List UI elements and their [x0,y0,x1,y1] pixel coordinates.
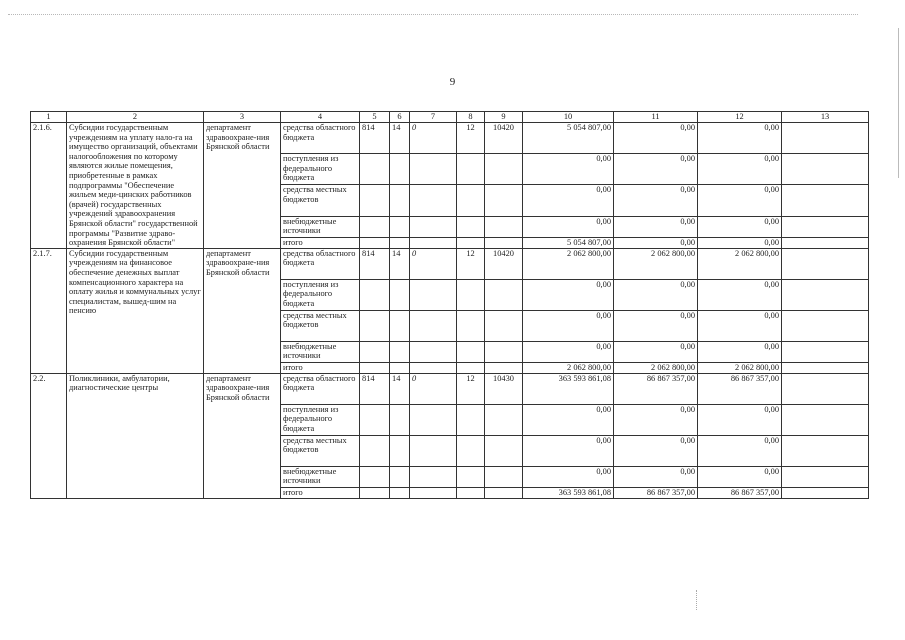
cell-col5: 814 [360,248,390,279]
header-cell: 11 [614,112,698,123]
cell-empty [390,362,410,373]
cell-empty [457,487,485,498]
amount-col12: 0,00 [698,466,782,487]
cell-empty [485,216,523,237]
amount-col10: 0,00 [523,466,614,487]
cell-empty [390,279,410,310]
header-cell: 13 [782,112,869,123]
cell-empty [485,154,523,185]
header-cell: 1 [31,112,67,123]
funding-source: поступления из федерального бюджета [281,404,360,435]
amount-col12: 0,00 [698,185,782,216]
table-row [31,373,869,404]
cell-empty [485,341,523,362]
cell-empty [485,279,523,310]
cell-col13 [782,154,869,185]
amount-col12: 0,00 [698,216,782,237]
cell-col13 [782,123,869,154]
cell-col6: 14 [390,373,410,404]
cell-col8: 12 [457,248,485,279]
cell-empty [457,310,485,341]
cell-empty [360,404,390,435]
row-name: Субсидии государственным учреждениям на уплату нало-га на имущество организаций, объектами налогообложения по которому являются жилые помещения, приобретенные в рамках подпрограммы "Обеспечение жильем меди-цинских работников (врачей) государственных учреждений здравоохранения Брянской области" государственной программы "Развитие здраво-охранения Брянской области" [67,123,204,249]
funding-source: поступления из федерального бюджета [281,154,360,185]
cell-col6: 14 [390,248,410,279]
amount-col11: 0,00 [614,123,698,154]
header-cell: 10 [523,112,614,123]
row-name: Субсидии государственным учреждениям на финансовое обеспечение денежных выплат компенсационного характера на оплату жилья и коммунальных услуг специалистам, вышед-шим на пенсию [67,248,204,373]
cell-empty [457,341,485,362]
amount-col11: 2 062 800,00 [614,362,698,373]
cell-empty [410,237,457,248]
header-cell: 3 [204,112,281,123]
table-row [31,123,869,154]
amount-col12: 86 867 357,00 [698,487,782,498]
funding-source: средства местных бюджетов [281,185,360,216]
cell-empty [457,185,485,216]
budget-table [30,111,869,499]
cell-empty [390,154,410,185]
cell-col13 [782,341,869,362]
cell-empty [390,435,410,466]
cell-empty [360,310,390,341]
amount-col11: 0,00 [614,154,698,185]
amount-col11: 86 867 357,00 [614,373,698,404]
amount-col10: 0,00 [523,216,614,237]
scan-noise-bottom [696,590,698,610]
cell-empty [410,185,457,216]
cell-empty [485,404,523,435]
header-row [31,112,869,123]
cell-col13 [782,310,869,341]
amount-col10: 5 054 807,00 [523,237,614,248]
header-cell: 2 [67,112,204,123]
cell-empty [485,362,523,373]
amount-col11: 0,00 [614,310,698,341]
cell-empty [360,362,390,373]
cell-empty [360,341,390,362]
cell-col13 [782,404,869,435]
cell-empty [485,487,523,498]
row-name: Поликлиники, амбулатории, диагностические центры [67,373,204,498]
funding-source: средства областного бюджета [281,123,360,154]
cell-empty [485,237,523,248]
funding-source: внебюджетные источники [281,341,360,362]
funding-source: средства областного бюджета [281,373,360,404]
header-cell: 9 [485,112,523,123]
header-cell: 5 [360,112,390,123]
row-code: 2.2. [31,373,67,498]
amount-col12: 0,00 [698,154,782,185]
cell-col13 [782,487,869,498]
row-department: департамент здравоохране-ния Брянской области [204,373,281,498]
cell-empty [457,362,485,373]
cell-empty [457,216,485,237]
cell-col9: 10420 [485,123,523,154]
cell-empty [360,487,390,498]
cell-empty [457,279,485,310]
cell-col13 [782,237,869,248]
header-cell: 8 [457,112,485,123]
cell-empty [360,185,390,216]
amount-col10: 2 062 800,00 [523,248,614,279]
cell-empty [360,216,390,237]
row-code: 2.1.6. [31,123,67,249]
header-cell: 6 [390,112,410,123]
cell-empty [390,310,410,341]
cell-empty [410,435,457,466]
amount-col11: 0,00 [614,404,698,435]
cell-empty [457,404,485,435]
amount-col11: 0,00 [614,279,698,310]
amount-col11: 0,00 [614,435,698,466]
header-cell: 12 [698,112,782,123]
amount-col11: 2 062 800,00 [614,248,698,279]
funding-source: поступления из федерального бюджета [281,279,360,310]
cell-col13 [782,373,869,404]
cell-empty [410,362,457,373]
funding-source: внебюджетные источники [281,216,360,237]
cell-empty [360,466,390,487]
amount-col10: 0,00 [523,154,614,185]
cell-col9: 10420 [485,248,523,279]
amount-col10: 363 593 861,08 [523,373,614,404]
row-code: 2.1.7. [31,248,67,373]
amount-col12: 2 062 800,00 [698,248,782,279]
cell-col9: 10430 [485,373,523,404]
cell-empty [410,310,457,341]
amount-col12: 0,00 [698,404,782,435]
amount-col10: 0,00 [523,435,614,466]
cell-empty [485,435,523,466]
cell-col13 [782,362,869,373]
cell-col8: 12 [457,123,485,154]
amount-col12: 2 062 800,00 [698,362,782,373]
amount-col11: 0,00 [614,185,698,216]
funding-source: итого [281,237,360,248]
cell-empty [485,185,523,216]
cell-empty [360,237,390,248]
cell-empty [390,185,410,216]
amount-col10: 0,00 [523,310,614,341]
cell-empty [390,466,410,487]
cell-empty [410,341,457,362]
cell-empty [390,487,410,498]
cell-col13 [782,185,869,216]
amount-col11: 0,00 [614,341,698,362]
cell-empty [410,404,457,435]
cell-empty [485,310,523,341]
amount-col10: 0,00 [523,404,614,435]
amount-col12: 86 867 357,00 [698,373,782,404]
cell-empty [457,435,485,466]
cell-col13 [782,248,869,279]
cell-col13 [782,466,869,487]
funding-source: средства областного бюджета [281,248,360,279]
cell-col5: 814 [360,123,390,154]
cell-empty [410,466,457,487]
amount-col12: 0,00 [698,435,782,466]
amount-col12: 0,00 [698,310,782,341]
cell-empty [390,341,410,362]
amount-col10: 2 062 800,00 [523,362,614,373]
header-cell: 7 [410,112,457,123]
cell-col13 [782,279,869,310]
cell-col5: 814 [360,373,390,404]
row-department: департамент здравоохране-ния Брянской области [204,123,281,249]
cell-empty [410,216,457,237]
header-cell: 4 [281,112,360,123]
page-number: 9 [449,76,456,88]
funding-source: внебюджетные источники [281,466,360,487]
cell-col13 [782,435,869,466]
amount-col10: 5 054 807,00 [523,123,614,154]
amount-col10: 0,00 [523,341,614,362]
row-department: департамент здравоохране-ния Брянской области [204,248,281,373]
amount-col10: 363 593 861,08 [523,487,614,498]
funding-source: итого [281,362,360,373]
cell-empty [390,237,410,248]
cell-col7: 0 [410,373,457,404]
amount-col12: 0,00 [698,237,782,248]
cell-col7: 0 [410,123,457,154]
cell-empty [410,279,457,310]
amount-col11: 0,00 [614,466,698,487]
cell-empty [410,154,457,185]
cell-empty [457,237,485,248]
amount-col11: 0,00 [614,216,698,237]
amount-col11: 0,00 [614,237,698,248]
cell-empty [410,487,457,498]
cell-empty [485,466,523,487]
cell-col7: 0 [410,248,457,279]
amount-col10: 0,00 [523,185,614,216]
amount-col12: 0,00 [698,123,782,154]
funding-source: итого [281,487,360,498]
cell-empty [360,154,390,185]
cell-empty [390,216,410,237]
scan-noise-top [8,14,858,16]
cell-col13 [782,216,869,237]
amount-col12: 0,00 [698,341,782,362]
table-row [31,248,869,279]
cell-empty [457,466,485,487]
cell-col8: 12 [457,373,485,404]
amount-col11: 86 867 357,00 [614,487,698,498]
cell-col6: 14 [390,123,410,154]
amount-col12: 0,00 [698,279,782,310]
funding-source: средства местных бюджетов [281,310,360,341]
amount-col10: 0,00 [523,279,614,310]
cell-empty [457,154,485,185]
cell-empty [360,435,390,466]
cell-empty [360,279,390,310]
scan-noise-right [898,28,899,178]
funding-source: средства местных бюджетов [281,435,360,466]
cell-empty [390,404,410,435]
